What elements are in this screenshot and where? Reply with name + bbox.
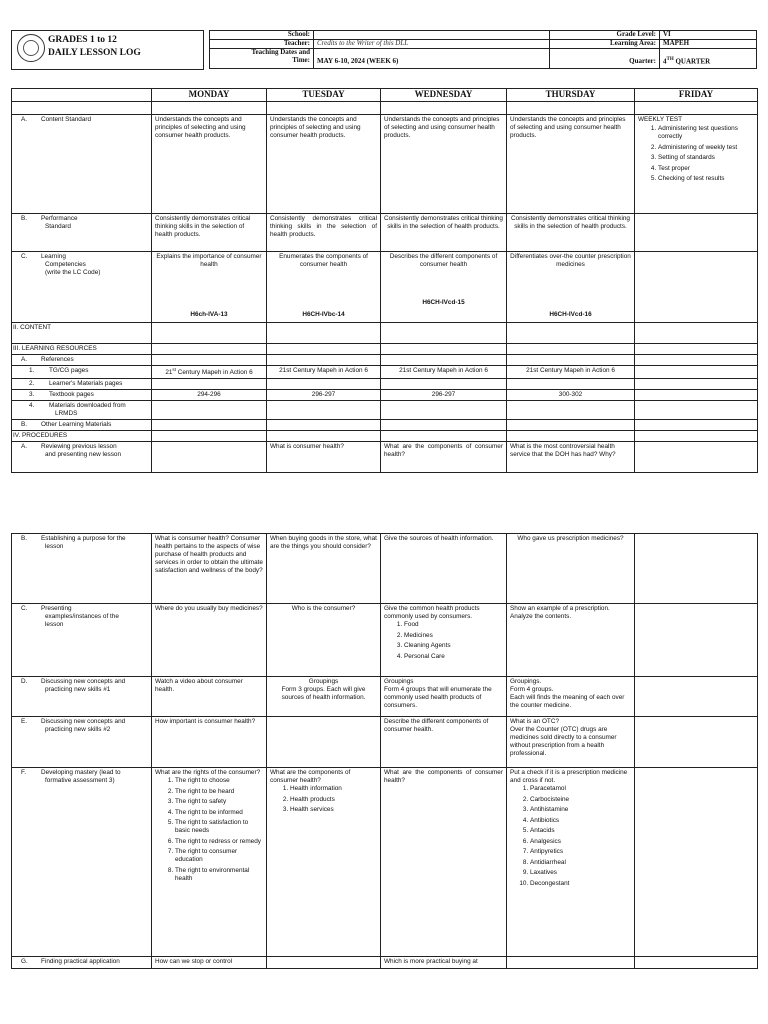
competencies-thu xyxy=(507,252,635,323)
discussing2-mon: How important is consumer health? xyxy=(152,717,267,768)
row-label: LRMDS xyxy=(55,410,78,418)
mastery-mon-text: What are the rights of the consumer? xyxy=(155,769,261,776)
competencies-mon xyxy=(152,252,267,323)
day-tuesday: TUESDAY xyxy=(267,89,381,102)
day-thursday: THURSDAY xyxy=(507,89,635,102)
row-label: Developing mastery (lead to xyxy=(41,769,121,776)
groupings-title: Groupings xyxy=(384,678,414,685)
list-item: 3. Health services xyxy=(290,806,377,814)
practical-row xyxy=(12,957,758,969)
header-info-table xyxy=(209,30,757,69)
performance-standard-fri xyxy=(635,214,758,252)
list-item: 3. Cleaning Agents xyxy=(404,642,503,650)
row-number: 3. xyxy=(29,391,35,399)
list-item: 4. Personal Care xyxy=(404,653,503,661)
textbook-pages-wed: 296-297 xyxy=(381,390,507,401)
practical-wed: Which is more practical buying at xyxy=(381,957,507,969)
list-item: 3. Antihistamine xyxy=(530,806,631,814)
school-label: School: xyxy=(210,31,314,40)
practical-label xyxy=(12,957,152,969)
content-standard-tue: Understands the concepts and principles of selecting and using consumer health products. xyxy=(267,115,381,214)
purpose-fri xyxy=(635,534,758,604)
row-label: Materials downloaded from xyxy=(49,402,126,410)
tg-sup: st xyxy=(172,367,176,372)
school-value xyxy=(314,31,550,40)
learning-area-value: MAPEH xyxy=(660,40,757,49)
list-item: 3. Setting of standards xyxy=(658,154,754,162)
mastery-fri xyxy=(635,768,758,957)
learning-area-label: Learning Area: xyxy=(550,40,660,49)
tg-pages-label xyxy=(12,366,152,379)
performance-standard-tue: Consistently demonstrates critical thinking skills in the selection of health products. xyxy=(267,214,381,252)
other-materials-label xyxy=(12,420,152,431)
textbook-pages-label xyxy=(12,390,152,401)
competency-code: H6CH-IVcd-16 xyxy=(549,311,592,318)
day-friday: FRIDAY xyxy=(635,89,758,102)
content-standard-thu: Understands the concepts and principles of selecting and using consumer health products. xyxy=(507,115,635,214)
list-item: 4. The right to be informed xyxy=(175,809,263,817)
reviewing-mon xyxy=(152,442,267,473)
row-label: formative assessment 3) xyxy=(45,777,115,784)
presenting-label xyxy=(12,604,152,677)
consumer-rights-list xyxy=(155,777,263,883)
purpose-wed: Give the sources of health information. xyxy=(381,534,507,604)
row-label: Finding practical application xyxy=(41,958,120,965)
list-item: 3. The right to safety xyxy=(175,798,263,806)
row-label: Presenting xyxy=(41,605,72,612)
competency-text: Describes the different components of consumer health xyxy=(389,253,498,268)
mastery-tue xyxy=(267,768,381,957)
competency-text: Explains the importance of consumer health xyxy=(156,253,262,268)
discussing2-fri xyxy=(635,717,758,768)
content-label: II. CONTENT xyxy=(12,323,152,344)
row-letter: B. xyxy=(21,215,28,222)
row-label: Discussing new concepts and xyxy=(41,718,126,725)
row-label: practicing new skills #1 xyxy=(45,686,111,693)
row-label: Reviewing previous lesson xyxy=(41,443,117,451)
presenting-wed-text: Give the common health products commonly used by consumers. xyxy=(384,605,480,620)
row-number: 4. xyxy=(29,402,35,410)
row-label: Learning xyxy=(41,253,66,260)
performance-standard-row xyxy=(12,214,758,252)
content-row xyxy=(12,323,758,344)
practical-tue xyxy=(267,957,381,969)
list-item: 1. Food xyxy=(404,621,503,629)
teaching-dates-label-line2: Time: xyxy=(292,55,310,64)
weekly-test-title: WEEKLY TEST xyxy=(638,116,683,123)
lrmds-label xyxy=(12,401,152,420)
presenting-row xyxy=(12,604,758,677)
mastery-thu xyxy=(507,768,635,957)
list-item: 5. The right to satisfaction to basic needs xyxy=(175,819,263,835)
row-label: and presenting new lesson xyxy=(45,451,122,459)
quarter-text: QUARTER xyxy=(673,57,711,66)
reviewing-row xyxy=(12,442,758,473)
discussing2-thu xyxy=(507,717,635,768)
reviewing-fri xyxy=(635,442,758,473)
discussing1-wed xyxy=(381,677,507,717)
reviewing-label xyxy=(12,442,152,473)
list-item: 1. The right to choose xyxy=(175,777,263,785)
teaching-dates-label-line1: Teaching Dates and xyxy=(251,48,310,56)
competency-code: H6CH-IVcd-15 xyxy=(422,299,465,306)
tg-text: Century Mapeh in Action 6 xyxy=(175,369,253,377)
lm-pages-label xyxy=(12,379,152,390)
lm-pages-row xyxy=(12,379,758,390)
list-item: 2. Health products xyxy=(290,796,377,804)
other-materials-row xyxy=(12,420,758,431)
procedures-label: IV. PROCEDURES xyxy=(12,431,152,442)
row-number: 2. xyxy=(29,380,35,388)
discussing1-label xyxy=(12,677,152,717)
grade-level-label: Grade Level: xyxy=(550,31,660,40)
content-standard-wed: Understands the concepts and principles of selecting and using consumer health products. xyxy=(381,115,507,214)
list-item: 2. The right to be heard xyxy=(175,788,263,796)
list-item: 5. Antacids xyxy=(530,827,631,835)
row-number: 1. xyxy=(29,367,35,374)
day-wednesday: WEDNESDAY xyxy=(381,89,507,102)
header-title-dll: DAILY LESSON LOG xyxy=(48,48,141,58)
quarter-label: Quarter: xyxy=(550,49,660,69)
competencies-row xyxy=(12,252,758,323)
list-item: 1. Paracetamol xyxy=(530,785,631,793)
presenting-thu: Show an example of a prescription. Analyze the contents. xyxy=(507,604,635,677)
teacher-label: Teacher: xyxy=(210,40,314,49)
discussing1-row xyxy=(12,677,758,717)
spacer-row xyxy=(12,102,758,115)
list-item: 8. The right to environmental health xyxy=(175,867,263,883)
teacher-value: Credits to the Writer of this DLL xyxy=(314,40,550,49)
tg-text: 21 xyxy=(165,369,173,377)
competencies-tue xyxy=(267,252,381,323)
mastery-wed: What are the components of consumer health? xyxy=(381,768,507,957)
row-label: examples/instances of the xyxy=(45,613,119,620)
row-label: Learner's Materials pages xyxy=(49,380,123,388)
row-letter: B. xyxy=(21,421,28,429)
teaching-dates-value: MAY 6-10, 2024 (WEEK 6) xyxy=(314,49,550,69)
procedures-row xyxy=(12,431,758,442)
list-item: 2. Carbocisteine xyxy=(530,796,631,804)
discussing1-tue xyxy=(267,677,381,717)
health-products-list xyxy=(384,621,503,661)
content-standard-row xyxy=(12,115,758,214)
row-label: Discussing new concepts and xyxy=(41,678,126,685)
list-item: 7. Antipyretics xyxy=(530,848,631,856)
list-item: 2. Medicines xyxy=(404,632,503,640)
discussing1-thu xyxy=(507,677,635,717)
purpose-mon: What is consumer health? Consumer health pertains to the aspects of wise purchase of health products and services in order to obtain the ultimate satisfaction and wellness of the body? xyxy=(152,534,267,604)
competencies-label xyxy=(12,252,152,323)
references-row xyxy=(12,355,758,366)
performance-standard-label xyxy=(12,214,152,252)
weekly-test-list xyxy=(638,125,754,183)
competency-code: H6ch-IVA-13 xyxy=(190,311,228,318)
header-title-box xyxy=(11,30,204,70)
quarter-superscript: TH xyxy=(666,56,674,62)
tg-pages-wed: 21st Century Mapeh in Action 6 xyxy=(381,366,507,379)
references-label xyxy=(12,355,152,366)
list-item: 5. Checking of test results xyxy=(658,175,754,183)
purpose-row xyxy=(12,534,758,604)
list-item: 4. Antibiotics xyxy=(530,817,631,825)
list-item: 6. Analgesics xyxy=(530,838,631,846)
mastery-label xyxy=(12,768,152,957)
competencies-fri xyxy=(635,252,758,323)
groupings-title: Groupings. xyxy=(510,678,542,685)
row-label: Competencies xyxy=(45,261,86,268)
practical-mon: How can we stop or control xyxy=(152,957,267,969)
row-label: Performance xyxy=(41,215,78,222)
content-standard-mon: Understands the concepts and principles of selecting and using consumer health products. xyxy=(152,115,267,214)
competencies-wed xyxy=(381,252,507,323)
groupings-text: Form 3 groups. Each will give sources of health information. xyxy=(281,686,366,701)
groupings-text: Each will finds the meaning of each over the counter medicine. xyxy=(510,694,625,709)
tg-pages-row xyxy=(12,366,758,379)
days-header-blank xyxy=(12,89,152,102)
row-letter: D. xyxy=(21,678,28,685)
day-monday: MONDAY xyxy=(152,89,267,102)
components-list xyxy=(270,785,377,814)
teaching-dates-label xyxy=(210,49,314,69)
reviewing-wed: What are the components of consumer health? xyxy=(381,442,507,473)
mastery-row xyxy=(12,768,758,957)
row-letter: A. xyxy=(21,356,28,363)
practical-fri xyxy=(635,957,758,969)
groupings-text: Form 4 groups. xyxy=(510,686,554,693)
row-letter: C. xyxy=(21,253,28,260)
list-item: 1. Health information xyxy=(290,785,377,793)
reviewing-tue: What is consumer health? xyxy=(267,442,381,473)
textbook-pages-thu: 300-302 xyxy=(507,390,635,401)
grade-level-value: VI xyxy=(660,31,757,40)
days-header-row xyxy=(12,89,758,102)
row-label: References xyxy=(41,356,74,363)
presenting-wed xyxy=(381,604,507,677)
quarter-number: 4 xyxy=(663,57,667,66)
purpose-thu: Who gave us prescription medicines? xyxy=(507,534,635,604)
otc-question: What is an OTC? xyxy=(510,718,560,725)
discussing1-mon: Watch a video about consumer health. xyxy=(152,677,267,717)
list-item: 9. Laxatives xyxy=(530,869,631,877)
lesson-table-page1 xyxy=(11,88,758,473)
list-item: 1. Administering test questions correctly xyxy=(658,125,754,141)
row-letter: A. xyxy=(21,116,28,123)
performance-standard-mon: Consistently demonstrates critical thinking skills in the selection of health products. xyxy=(152,214,267,252)
discussing2-tue xyxy=(267,717,381,768)
quarter-value xyxy=(660,49,757,69)
lrmds-row xyxy=(12,401,758,420)
presenting-tue: Who is the consumer? xyxy=(267,604,381,677)
performance-standard-wed: Consistently demonstrates critical thinking skills in the selection of health products. xyxy=(381,214,507,252)
competency-code: H6CH-IVbc-14 xyxy=(302,311,345,318)
content-standard-fri xyxy=(635,115,758,214)
row-letter: F. xyxy=(21,769,26,776)
tg-pages-tue: 21st Century Mapeh in Action 6 xyxy=(267,366,381,379)
discussing1-fri xyxy=(635,677,758,717)
learning-resources-label: III. LEARNING RESOURCES xyxy=(12,344,152,355)
purpose-label xyxy=(12,534,152,604)
row-label: Other Learning Materials xyxy=(41,421,112,429)
deped-seal-icon xyxy=(17,34,45,62)
reviewing-thu: What is the most controversial health service that the DOH has had? Why? xyxy=(507,442,635,473)
textbook-pages-tue: 296-297 xyxy=(267,390,381,401)
row-letter: B. xyxy=(21,535,28,542)
row-label: Textbook pages xyxy=(49,391,94,399)
row-label: TG/CG pages xyxy=(49,367,89,374)
presenting-mon: Where do you usually buy medicines? xyxy=(152,604,267,677)
row-letter: C. xyxy=(21,605,28,612)
list-item: 2. Administering of weekly test xyxy=(658,144,754,152)
list-item: 4. Test proper xyxy=(658,165,754,173)
row-label: lesson xyxy=(45,621,64,628)
mastery-thu-text: Put a check if it is a prescription medicine and cross if not. xyxy=(510,769,628,784)
competency-text: Enumerates the components of consumer health xyxy=(279,253,368,268)
otc-definition: Over the Counter (OTC) drugs are medicines sold directly to a consumer without prescription from a health professional. xyxy=(510,726,617,757)
discussing2-label xyxy=(12,717,152,768)
row-label: Standard xyxy=(45,223,71,230)
row-label: lesson xyxy=(45,543,64,550)
groupings-title: Groupings xyxy=(308,678,339,685)
row-letter: A. xyxy=(21,443,28,451)
discussing2-row xyxy=(12,717,758,768)
mastery-mon xyxy=(152,768,267,957)
row-label: practicing new skills #2 xyxy=(45,726,111,733)
tg-pages-thu: 21st Century Mapeh in Action 6 xyxy=(507,366,635,379)
row-label: Content Standard xyxy=(41,116,92,123)
medicines-list xyxy=(510,785,631,888)
lesson-table-page2 xyxy=(11,533,758,969)
practical-thu xyxy=(507,957,635,969)
list-item: 10. Decongestant xyxy=(530,880,631,888)
list-item: 8. Antidiarrheal xyxy=(530,859,631,867)
performance-standard-thu: Consistently demonstrates critical thinking skills in the selection of health products. xyxy=(507,214,635,252)
list-item: 6. The right to redress or remedy xyxy=(175,838,263,846)
mastery-tue-text: What are the components of consumer health? xyxy=(270,769,351,784)
row-label: Establishing a purpose for the xyxy=(41,535,126,542)
tg-pages-mon xyxy=(152,366,267,379)
groupings-text: Form 4 groups that will enumerate the commonly used health products of consumers. xyxy=(384,686,492,709)
resources-row xyxy=(12,344,758,355)
list-item: 7. The right to consumer education xyxy=(175,848,263,864)
competency-text: Differentiates over-the counter prescription medicines xyxy=(510,253,631,268)
header-title-grades: GRADES 1 to 12 xyxy=(48,35,117,45)
presenting-fri xyxy=(635,604,758,677)
textbook-pages-row xyxy=(12,390,758,401)
row-letter: G. xyxy=(21,958,28,965)
content-standard-label xyxy=(12,115,152,214)
discussing2-wed: Describe the different components of consumer health. xyxy=(381,717,507,768)
row-letter: E. xyxy=(21,718,28,725)
row-label: (write the LC Code) xyxy=(45,269,101,276)
purpose-tue: When buying goods in the store, what are the things you should consider? xyxy=(267,534,381,604)
textbook-pages-mon: 294-296 xyxy=(152,390,267,401)
